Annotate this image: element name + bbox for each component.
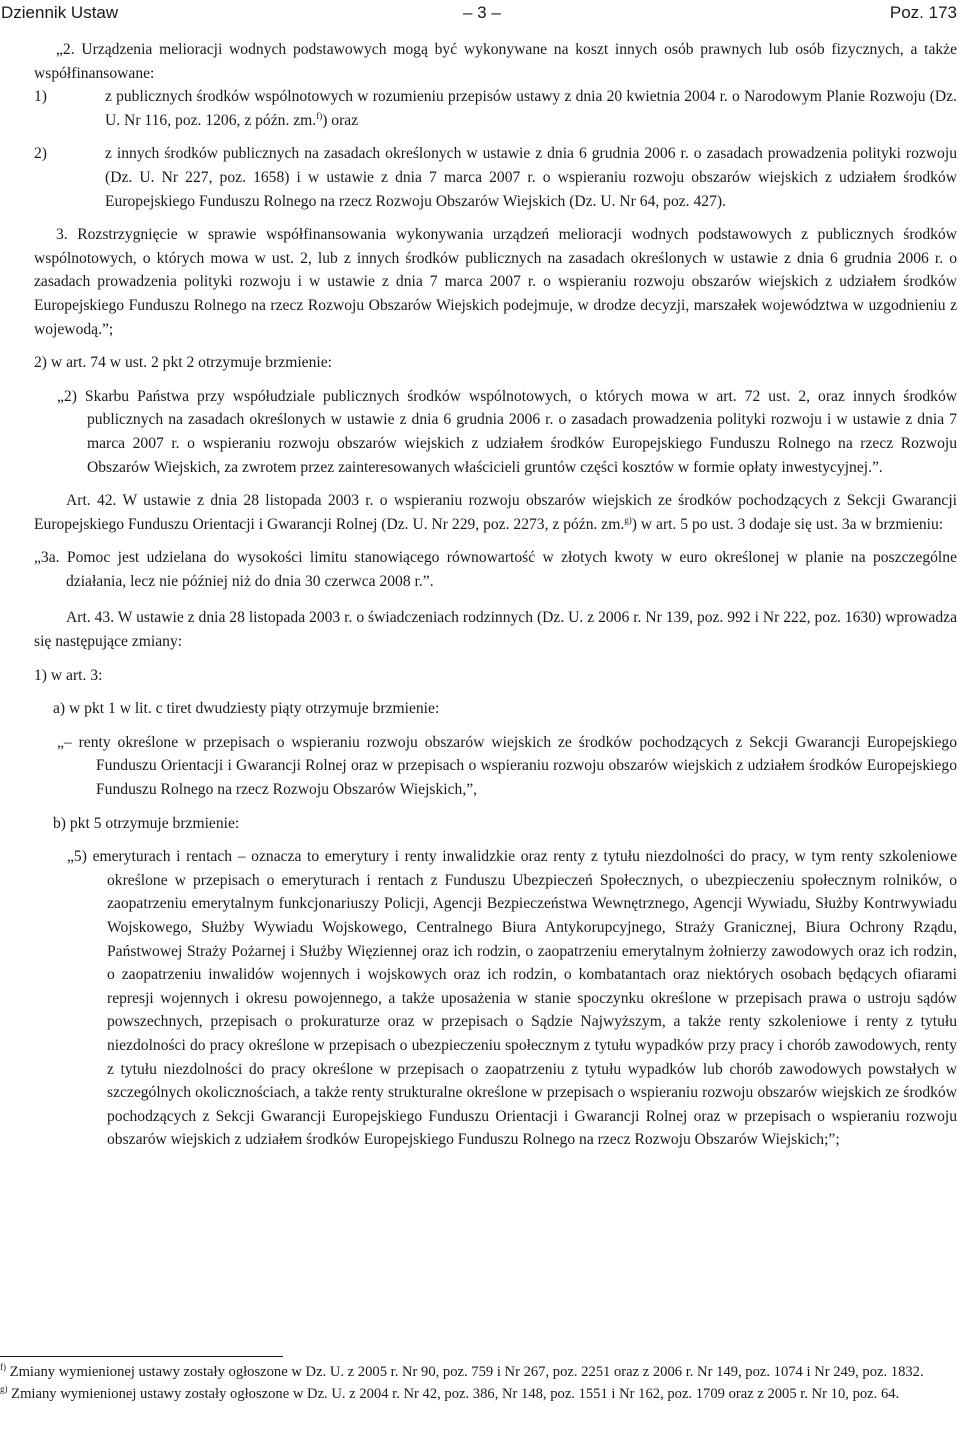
paragraph-2-intro: „2. Urządzenia melioracji wodnych podstawowych mogą być wykonywane na koszt innych osób prawnych lub osób fizycznych, a także współfinansowane: <box>34 41 957 82</box>
article-43-point-1: 1) w art. 3: <box>34 666 103 684</box>
point-number: 2) <box>34 354 47 372</box>
article-42-quote <box>34 546 957 593</box>
page-number: – 3 – <box>463 3 501 22</box>
item-text-end: ) oraz <box>322 111 359 129</box>
footnote-text: Zmiany wymienionej ustawy zostały ogłoszone w Dz. U. z 2004 r. Nr 42, poz. 386, Nr 148, poz. 1551 i Nr 162, poz. 1709 oraz z 2005 r. Nr 10, poz. 64. <box>11 1385 900 1402</box>
paragraph-3: 3. Rozstrzygnięcie w sprawie współfinansowania wykonywania urządzeń melioracji wodnych podstawowych z publicznych środków wspólnotowych, o których mowa w ust. 2, lub z innych środków publicznych na zasadach określonych w ustawie z dnia 6 grudnia 2006 r. o zasadach prowadzenia polityki rozwoju i w ustawie z dnia 7 marca 2007 r. o wspieraniu rozwoju obszarów wiejskich z udziałem środków Europejskiego Funduszu Rolnego na rzecz Rozwoju Obszarów Wiejskich podejmuje, w drodze decyzji, marszałek województwa w uzgodnieniu z wojewodą.”; <box>34 226 957 338</box>
article-43-letter-a: a) w pkt 1 w lit. c tiret dwudziesty piąty otrzymuje brzmienie: <box>53 700 440 718</box>
footnote-ref-f: f) <box>316 110 323 121</box>
point-2-quote <box>34 385 957 479</box>
quote-number: „3a. <box>34 549 60 567</box>
quote-text: Pomoc jest udzielana do wysokości limitu stanowiącego równowartość w złotych kwoty w euro określonej w planie na poszczególne działania, lecz nie później niż do dnia 30 czerwca 2008 r.”. <box>66 549 957 590</box>
footnote-g <box>0 1384 957 1406</box>
page-header <box>0 0 960 26</box>
point-text: w art. 74 w ust. 2 pkt 2 otrzymuje brzmienie: <box>50 354 332 372</box>
position-number: Poz. 173 <box>889 3 957 22</box>
article-43-letter-a-quote: „– renty określone w przepisach o wspieraniu rozwoju obszarów wiejskich ze środków pochodzących z Sekcji Gwarancji Europejskiego Funduszu Orientacji i Gwarancji Rolnej oraz w przepisach o wspieraniu rozwoju obszarów wiejskich z udziałem środków Europejskiego Funduszu Rolnego na rzecz Rozwoju Obszarów Wiejskich,”, <box>57 733 957 799</box>
footnote-mark: f) <box>0 1362 6 1372</box>
point-2 <box>34 351 957 375</box>
footnotes <box>0 1362 957 1405</box>
article-43-letter-b: b) pkt 5 otrzymuje brzmienie: <box>53 814 240 832</box>
article-42-text-end: ) w art. 5 po ust. 3 dodaje się ust. 3a w brzmieniu: <box>631 515 944 533</box>
footnote-ref-g: g) <box>624 514 632 525</box>
article-43-letter-b-quote: „5) emeryturach i rentach – oznacza to emerytury i renty inwalidzkie oraz renty z tytułu niezdolności do pracy, w tym renty szkoleniowe określone w przepisach o emeryturach i rentach z Funduszu Ubezpieczeń Społecznych, o ubezpieczeniu społecznym rolników, o zaopatrzeniu emerytalnym funkcjonariuszy Policji, Agencji Bezpieczeństwa Wewnętrznego, Agencji Wywiadu, Służby Kontrwywiadu Wojskowego, Służby Wywiadu Wojskowego, Centralnego Biura Antykorupcyjnego, Straży Granicznej, Biura Ochrony Rządu, Państwowej Straży Pożarnej i Służby Więziennej oraz ich rodzin, o zaopatrzeniu emerytalnym żołnierzy zawodowych oraz ich rodzin, o zaopatrzeniu inwalidów wojennych i wojskowych oraz ich rodzin, o kombatantach oraz niektórych osobach będących ofiarami represji wojennych i okresu powojennego, a także uposażenia w stanie spoczynku określone w przepisach prawa o ustroju sądów powszechnych, przepisach o prokuraturze oraz w przepisach o Sądzie Najwyższym, a także renty szkoleniowe i renty z tytułu niezdolności do pracy określone w przepisach o ubezpieczeniu społecznym z tytułu wypadków przy pracy i chorób zawodowych, renty z tytułu niezdolności do pracy określone w przepisach o zaopatrzeniu z tytułu wypadków lub chorób zawodowych powstałych w szczególnych okolicznościach, a także renty strukturalne określone w przepisach o wspieraniu rozwoju obszarów wiejskich ze środków pochodzących z Sekcji Gwarancji Europejskiego Funduszu Orientacji i Gwarancji Rolnej oraz w przepisach o wspieraniu rozwoju obszarów wiejskich z udziałem środków Europejskiego Funduszu Rolnego na rzecz Rozwoju Obszarów Wiejskich;”; <box>67 848 957 1149</box>
item-text: z innych środków publicznych na zasadach określonych w ustawie z dnia 6 grudnia 2006 r. o zasadach prowadzenia polityki rozwoju (Dz. U. Nr 227, poz. 1658) i w ustawie z dnia 7 marca 2007 r. o wspieraniu rozwoju obszarów wiejskich z udziałem środków Europejskiego Funduszu Rolnego na rzecz Rozwoju Obszarów Wiejskich (Dz. U. Nr 64, poz. 427). <box>105 145 957 210</box>
quote-number: „2) <box>57 387 77 405</box>
article-42-text: Art. 42. W ustawie z dnia 28 listopada 2003 r. o wspieraniu rozwoju obszarów wiejskich ze środków pochodzących z Sekcji Gwarancji Europejskiego Funduszu Orientacji i Gwarancji Rolnej (Dz. U. Nr 229, poz. 2273, z późn. zm. <box>34 492 957 533</box>
quote-text: Skarbu Państwa przy współudziale publicznych środków wspólnotowych, o których mowa w art. 72 ust. 2, oraz innych środków publicznych na zasadach określonych w ustawie z dnia 6 grudnia 2006 r. o zasadach prowadzenia polityki rozwoju i w ustawie z dnia 7 marca 2007 r. o wspieraniu rozwoju obszarów wiejskich z udziałem środków Europejskiego Funduszu Rolnego na rzecz Rozwoju Obszarów Wiejskich, za zwrotem przez zainteresowanych właścicieli gruntów części kosztów w formie opłaty inwestycyjnej.”. <box>84 387 958 476</box>
footnote-divider <box>0 1356 283 1357</box>
document-body <box>34 38 957 1152</box>
paragraph-2-item-1 <box>34 85 957 132</box>
footnote-text: Zmiany wymienionej ustawy zostały ogłoszone w Dz. U. z 2005 r. Nr 90, poz. 759 i Nr 267, poz. 2251 oraz z 2006 r. Nr 149, poz. 1074 i Nr 249, poz. 1832. <box>9 1364 924 1380</box>
footnote-mark: g) <box>0 1383 8 1394</box>
article-43: Art. 43. W ustawie z dnia 28 listopada 2003 r. o świadczeniach rodzinnych (Dz. U. z 2006 r. Nr 139, poz. 992 i Nr 222, poz. 1630) wprowadza się następujące zmiany: <box>34 609 957 651</box>
article-42 <box>34 489 957 536</box>
paragraph-2-item-2 <box>34 142 957 213</box>
journal-title: Dziennik Ustaw <box>1 3 119 22</box>
item-number: 1) <box>34 88 47 106</box>
footnote-f <box>0 1362 957 1384</box>
item-text: z publicznych środków wspólnotowych w rozumieniu przepisów ustawy z dnia 20 kwietnia 2004 r. o Narodowym Planie Rozwoju (Dz. U. Nr 116, poz. 1206, z późn. zm. <box>105 88 957 129</box>
item-number: 2) <box>34 145 47 163</box>
